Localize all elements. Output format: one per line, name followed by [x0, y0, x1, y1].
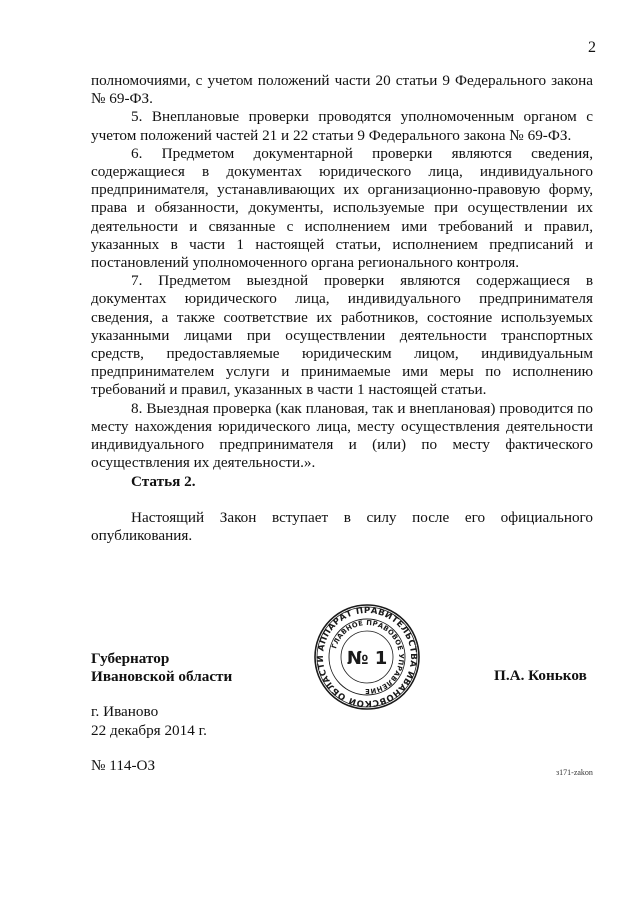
file-code: з171-zakon: [556, 768, 593, 777]
official-seal: [313, 603, 421, 711]
governor-title: [91, 650, 232, 685]
paragraph-8: 8. Выездная проверка (как плановая, так и внеплановая) проводится по месту нахождения юридического лица, месту осуществления деятельности индивидуального предпринимателя и (или) по месту фактического осуществления их деятельности.».: [91, 399, 593, 472]
law-body: [91, 72, 593, 472]
article-heading: Статья 2.: [131, 473, 196, 490]
signatory-name: П.А. Коньков: [494, 667, 587, 684]
governor-line-2: Ивановской области: [91, 667, 233, 685]
paragraph-6: 6. Предметом документарной проверки являются сведения, содержащиеся в документах юридического лица, индивидуального предпринимателя, устанавливающих их организационно-правовую форму, права и обязанности, документы, используемые при осуществлении их деятельности и связанные с исполнением ими требований и правил, указанных в части 1 настоящей статьи, исполнением предписаний и постановлений уполномоченного органа регионального контроля.: [91, 144, 593, 272]
seal-center-text: № 1: [346, 648, 388, 669]
paragraph-continuation: полномочиями, с учетом положений части 20 статьи 9 Федерального закона № 69-ФЗ.: [91, 72, 593, 108]
law-number: № 114-ОЗ: [91, 757, 156, 774]
seal-ring-text: АППАРАТ ПРАВИТЕЛЬСТВА ИВАНОВСКОЙ ОБЛАСТИ: [315, 605, 419, 709]
governor-line-1: Губернатор: [91, 650, 170, 667]
page-number: 2: [588, 39, 596, 56]
seal-inner-text: ГЛАВНОЕ ПРАВОВОЕ УПРАВЛЕНИЕ: [330, 618, 406, 696]
signing-date: 22 декабря 2014 г.: [91, 721, 207, 739]
place-and-date: [91, 703, 207, 740]
paragraph-5: 5. Внеплановые проверки проводятся уполномоченным органом с учетом положений частей 21 и 22 статьи 9 Федерального закона № 69-ФЗ.: [91, 108, 593, 144]
city: г. Иваново: [91, 703, 159, 720]
article-text: Настоящий Закон вступает в силу после его официального опубликования.: [91, 509, 593, 545]
paragraph-7: 7. Предметом выездной проверки являются содержащиеся в документах юридического лица, индивидуального предпринимателя сведения, а также соответствие их работников, состояние используемых указанными лицами при осуществлении деятельности транспортных средств, предоставляемые юридическим лицом, индивидуальным предпринимателем услуги и принимаемые ими меры по исполнению требований и правил, указанных в части 1 настоящей статьи.: [91, 272, 593, 399]
